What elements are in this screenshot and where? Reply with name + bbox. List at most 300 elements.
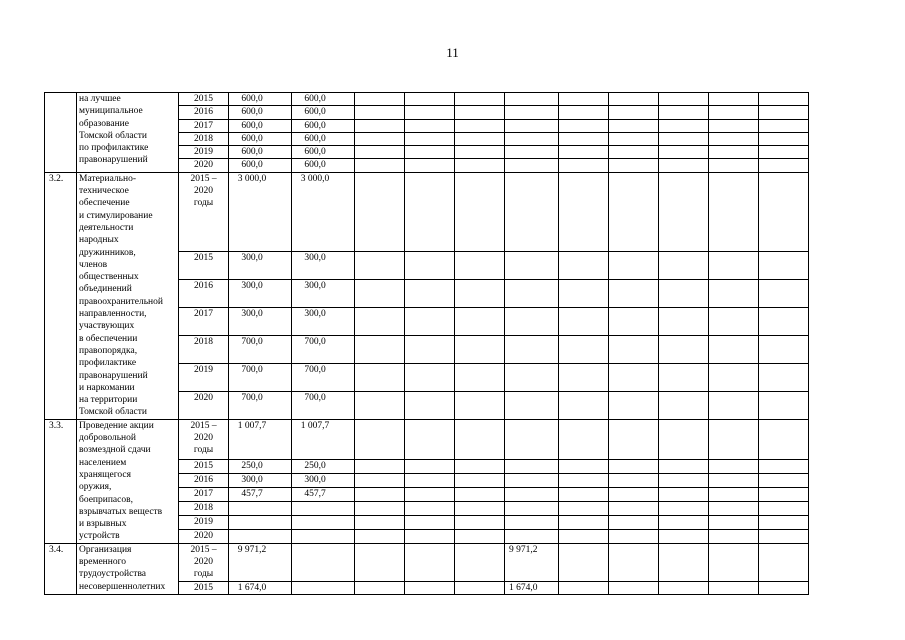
empty-cell xyxy=(658,473,708,487)
total-cell: 700,0 xyxy=(229,363,292,391)
period-cell-line: 2015 – xyxy=(190,420,217,431)
empty-cell xyxy=(758,132,808,145)
empty-cell xyxy=(405,119,455,132)
empty-cell xyxy=(455,419,505,459)
row-index-cell: 3.3. xyxy=(45,419,77,543)
empty-cell xyxy=(708,308,758,336)
event-name-line: направленности, xyxy=(79,309,147,320)
total-cell: 3 000,0 xyxy=(229,172,292,252)
empty-cell xyxy=(355,473,405,487)
event-name xyxy=(77,93,179,173)
regional-cell: 600,0 xyxy=(292,146,355,159)
total-cell: 300,0 xyxy=(229,280,292,308)
empty-cell xyxy=(658,529,708,543)
empty-cell xyxy=(708,459,758,473)
empty-cell xyxy=(608,581,658,594)
empty-cell xyxy=(558,543,608,581)
empty-cell xyxy=(758,308,808,336)
empty-cell xyxy=(558,363,608,391)
empty-cell xyxy=(405,93,455,106)
regional-cell: 1 007,7 xyxy=(292,419,355,459)
empty-cell xyxy=(355,308,405,336)
empty-cell xyxy=(658,335,708,363)
regional-cell: 300,0 xyxy=(292,280,355,308)
empty-cell xyxy=(405,280,455,308)
empty-cell xyxy=(455,543,505,581)
event-name-line: временного xyxy=(79,556,127,567)
empty-cell xyxy=(708,93,758,106)
regional-cell: 250,0 xyxy=(292,459,355,473)
year-cell: 2017 xyxy=(179,308,229,336)
empty-cell xyxy=(455,581,505,594)
empty-cell xyxy=(658,252,708,280)
empty-cell xyxy=(558,473,608,487)
empty-cell xyxy=(405,363,455,391)
empty-cell xyxy=(608,93,658,106)
regional-cell: 457,7 xyxy=(292,487,355,501)
event-name-line: добровольной xyxy=(79,433,136,444)
year-cell: 2016 xyxy=(179,473,229,487)
empty-cell xyxy=(455,473,505,487)
empty-cell xyxy=(608,146,658,159)
period-cell-line: 2020 xyxy=(194,186,213,197)
empty-cell xyxy=(608,335,658,363)
period-cell-line: годы xyxy=(193,198,214,209)
regional-cell: 300,0 xyxy=(292,473,355,487)
empty-cell xyxy=(505,132,559,145)
empty-cell xyxy=(505,529,559,543)
empty-cell xyxy=(658,487,708,501)
empty-cell xyxy=(758,501,808,515)
empty-cell xyxy=(505,459,559,473)
empty-cell xyxy=(405,335,455,363)
empty-cell xyxy=(558,119,608,132)
year-cell: 2015 xyxy=(179,252,229,280)
regional-cell: 600,0 xyxy=(292,106,355,119)
total-cell xyxy=(229,515,292,529)
event-name-line: возмездной сдачи xyxy=(79,445,151,456)
empty-cell xyxy=(355,252,405,280)
empty-cell xyxy=(355,543,405,581)
empty-cell xyxy=(355,515,405,529)
empty-cell xyxy=(658,119,708,132)
empty-cell xyxy=(505,159,559,172)
empty-cell xyxy=(758,252,808,280)
empty-cell xyxy=(355,335,405,363)
empty-cell xyxy=(455,172,505,252)
empty-cell xyxy=(455,391,505,419)
empty-cell xyxy=(608,487,658,501)
page-number: 11 xyxy=(446,45,459,60)
empty-cell xyxy=(758,335,808,363)
regional-cell xyxy=(292,501,355,515)
total-cell: 600,0 xyxy=(229,132,292,145)
empty-cell xyxy=(505,487,559,501)
event-name-line: на лучшее xyxy=(79,94,121,104)
event-name-line: оружия, xyxy=(79,482,112,493)
empty-cell xyxy=(558,146,608,159)
total-cell: 700,0 xyxy=(229,391,292,419)
empty-cell xyxy=(558,335,608,363)
event-name-line: Проведение акции xyxy=(79,420,154,431)
empty-cell xyxy=(658,172,708,252)
year-cell: 2019 xyxy=(179,363,229,391)
empty-cell xyxy=(455,487,505,501)
event-name-line: Томской области xyxy=(79,130,147,141)
event-name-line: Томской области xyxy=(79,407,147,418)
total-cell: 600,0 xyxy=(229,119,292,132)
total-cell: 600,0 xyxy=(229,146,292,159)
empty-cell xyxy=(355,159,405,172)
empty-cell xyxy=(758,363,808,391)
event-name-line: объединений xyxy=(79,284,132,295)
empty-cell xyxy=(708,487,758,501)
empty-cell xyxy=(658,459,708,473)
year-cell: 2019 xyxy=(179,146,229,159)
empty-cell xyxy=(355,487,405,501)
empty-cell xyxy=(608,280,658,308)
empty-cell xyxy=(558,132,608,145)
event-name-line: на территории xyxy=(79,395,138,406)
empty-cell xyxy=(558,172,608,252)
empty-cell xyxy=(505,473,559,487)
total-cell: 300,0 xyxy=(229,473,292,487)
empty-cell xyxy=(708,581,758,594)
total-cell: 600,0 xyxy=(229,159,292,172)
empty-cell xyxy=(758,159,808,172)
regional-cell: 700,0 xyxy=(292,391,355,419)
total-cell: 1 674,0 xyxy=(229,581,292,594)
empty-cell xyxy=(758,543,808,581)
empty-cell xyxy=(405,419,455,459)
empty-cell xyxy=(455,459,505,473)
empty-cell xyxy=(455,119,505,132)
program-table xyxy=(44,92,809,595)
event-name-line: правопорядка, xyxy=(79,345,138,356)
empty-cell xyxy=(708,132,758,145)
event-name-line: обеспечение xyxy=(79,198,130,209)
empty-cell xyxy=(708,252,758,280)
empty-cell xyxy=(455,308,505,336)
year-cell: 2020 xyxy=(179,529,229,543)
empty-cell xyxy=(405,106,455,119)
regional-cell xyxy=(292,529,355,543)
empty-cell xyxy=(405,172,455,252)
event-name-line: Организация xyxy=(79,544,132,555)
empty-cell xyxy=(608,501,658,515)
year-cell: 2016 xyxy=(179,106,229,119)
local-cell: 1 674,0 xyxy=(505,581,559,594)
empty-cell xyxy=(708,335,758,363)
event-name-line: муниципальное xyxy=(79,106,143,117)
event-name-line: техническое xyxy=(79,186,129,197)
event-name-line: Материально- xyxy=(79,173,136,184)
empty-cell xyxy=(708,473,758,487)
year-cell: 2016 xyxy=(179,280,229,308)
total-cell: 300,0 xyxy=(229,308,292,336)
event-name-line: правонарушений xyxy=(79,155,148,166)
empty-cell xyxy=(355,529,405,543)
empty-cell xyxy=(405,473,455,487)
regional-cell: 300,0 xyxy=(292,308,355,336)
empty-cell xyxy=(708,280,758,308)
empty-cell xyxy=(455,335,505,363)
empty-cell xyxy=(758,93,808,106)
empty-cell xyxy=(505,106,559,119)
empty-cell xyxy=(758,459,808,473)
empty-cell xyxy=(505,515,559,529)
year-cell: 2015 xyxy=(179,459,229,473)
empty-cell xyxy=(455,159,505,172)
regional-cell: 700,0 xyxy=(292,363,355,391)
empty-cell xyxy=(558,501,608,515)
event-name-line: правоохранительной xyxy=(79,296,163,307)
empty-cell xyxy=(558,308,608,336)
empty-cell xyxy=(708,146,758,159)
period-cell-line: 2015 – xyxy=(190,173,217,184)
empty-cell xyxy=(608,473,658,487)
empty-cell xyxy=(608,172,658,252)
event-name-line: и стимулирование xyxy=(79,210,153,221)
empty-cell xyxy=(658,581,708,594)
regional-cell xyxy=(292,515,355,529)
total-cell: 9 971,2 xyxy=(229,543,292,581)
row-index-cell: 3.2. xyxy=(45,172,77,419)
total-cell: 457,7 xyxy=(229,487,292,501)
total-cell: 300,0 xyxy=(229,252,292,280)
empty-cell xyxy=(708,501,758,515)
empty-cell xyxy=(708,363,758,391)
empty-cell xyxy=(405,132,455,145)
event-name-line: боеприпасов, xyxy=(79,494,133,505)
year-cell: 2017 xyxy=(179,119,229,132)
regional-cell xyxy=(292,581,355,594)
event-name-line: и взрывных xyxy=(79,519,127,530)
period-cell-line: годы xyxy=(193,445,214,456)
empty-cell xyxy=(355,106,405,119)
period-cell xyxy=(179,172,229,252)
empty-cell xyxy=(558,459,608,473)
empty-cell xyxy=(608,252,658,280)
empty-cell xyxy=(608,119,658,132)
empty-cell xyxy=(455,252,505,280)
empty-cell xyxy=(355,93,405,106)
empty-cell xyxy=(708,391,758,419)
empty-cell xyxy=(658,159,708,172)
empty-cell xyxy=(505,391,559,419)
total-cell xyxy=(229,501,292,515)
empty-cell xyxy=(505,335,559,363)
empty-cell xyxy=(355,501,405,515)
empty-cell xyxy=(608,529,658,543)
year-cell: 2018 xyxy=(179,132,229,145)
row-index-cell: 3.4. xyxy=(45,543,77,594)
empty-cell xyxy=(558,515,608,529)
local-cell: 9 971,2 xyxy=(505,543,559,581)
empty-cell xyxy=(758,487,808,501)
empty-cell xyxy=(758,119,808,132)
total-cell: 700,0 xyxy=(229,335,292,363)
empty-cell xyxy=(608,363,658,391)
event-name xyxy=(77,172,179,419)
empty-cell xyxy=(758,391,808,419)
event-name-line: устройств xyxy=(79,531,120,542)
period-cell-line: годы xyxy=(193,569,214,580)
empty-cell xyxy=(558,159,608,172)
regional-cell: 600,0 xyxy=(292,93,355,106)
event-name xyxy=(77,419,179,543)
empty-cell xyxy=(658,308,708,336)
year-cell: 2020 xyxy=(179,159,229,172)
empty-cell xyxy=(658,363,708,391)
event-name-line: трудоустройства xyxy=(79,569,147,580)
empty-cell xyxy=(558,106,608,119)
empty-cell xyxy=(405,529,455,543)
empty-cell xyxy=(558,529,608,543)
event-name-line: народных xyxy=(79,235,119,246)
year-cell: 2019 xyxy=(179,515,229,529)
total-cell: 600,0 xyxy=(229,93,292,106)
empty-cell xyxy=(355,119,405,132)
empty-cell xyxy=(608,419,658,459)
empty-cell xyxy=(708,419,758,459)
empty-cell xyxy=(708,119,758,132)
empty-cell xyxy=(608,132,658,145)
empty-cell xyxy=(758,146,808,159)
table-row xyxy=(45,419,809,459)
empty-cell xyxy=(708,529,758,543)
event-name-line: населением xyxy=(79,457,127,468)
event-name-line: в обеспечении xyxy=(79,333,138,344)
total-cell: 600,0 xyxy=(229,106,292,119)
empty-cell xyxy=(505,119,559,132)
period-cell-line: 2015 – xyxy=(190,544,217,555)
empty-cell xyxy=(505,501,559,515)
event-name-line: общественных xyxy=(79,272,139,283)
empty-cell xyxy=(405,391,455,419)
empty-cell xyxy=(608,515,658,529)
year-cell: 2020 xyxy=(179,391,229,419)
event-name-line: членов xyxy=(79,259,108,270)
empty-cell xyxy=(658,543,708,581)
total-cell: 250,0 xyxy=(229,459,292,473)
empty-cell xyxy=(405,146,455,159)
event-name-line: несовершеннолетних xyxy=(79,581,166,592)
event-name-line: правонарушений xyxy=(79,370,148,381)
empty-cell xyxy=(658,93,708,106)
empty-cell xyxy=(355,132,405,145)
empty-cell xyxy=(355,391,405,419)
event-name-line: образование xyxy=(79,118,129,129)
regional-cell: 600,0 xyxy=(292,132,355,145)
empty-cell xyxy=(558,581,608,594)
empty-cell xyxy=(608,459,658,473)
empty-cell xyxy=(708,172,758,252)
empty-cell xyxy=(658,146,708,159)
empty-cell xyxy=(455,280,505,308)
empty-cell xyxy=(355,363,405,391)
empty-cell xyxy=(758,515,808,529)
empty-cell xyxy=(405,581,455,594)
empty-cell xyxy=(758,106,808,119)
empty-cell xyxy=(658,132,708,145)
table-row xyxy=(45,93,809,106)
regional-cell: 3 000,0 xyxy=(292,172,355,252)
empty-cell xyxy=(355,146,405,159)
year-cell: 2018 xyxy=(179,501,229,515)
empty-cell xyxy=(558,391,608,419)
empty-cell xyxy=(455,363,505,391)
empty-cell xyxy=(558,487,608,501)
empty-cell xyxy=(658,419,708,459)
empty-cell xyxy=(758,172,808,252)
total-cell: 1 007,7 xyxy=(229,419,292,459)
regional-cell xyxy=(292,543,355,581)
table-row xyxy=(45,172,809,252)
empty-cell xyxy=(758,473,808,487)
event-name-line: профилактике xyxy=(79,358,137,369)
empty-cell xyxy=(405,459,455,473)
event-name-line: хранящегося xyxy=(79,469,131,480)
empty-cell xyxy=(505,308,559,336)
total-cell xyxy=(229,529,292,543)
empty-cell xyxy=(405,252,455,280)
empty-cell xyxy=(708,106,758,119)
empty-cell xyxy=(505,172,559,252)
empty-cell xyxy=(405,487,455,501)
empty-cell xyxy=(505,363,559,391)
period-cell xyxy=(179,419,229,459)
table-row xyxy=(45,543,809,581)
empty-cell xyxy=(658,515,708,529)
empty-cell xyxy=(455,106,505,119)
empty-cell xyxy=(558,419,608,459)
event-name-line: по профилактике xyxy=(79,143,149,154)
empty-cell xyxy=(658,280,708,308)
year-cell: 2015 xyxy=(179,581,229,594)
empty-cell xyxy=(608,391,658,419)
empty-cell xyxy=(608,308,658,336)
empty-cell xyxy=(355,419,405,459)
empty-cell xyxy=(355,172,405,252)
row-index-cell xyxy=(45,93,77,173)
empty-cell xyxy=(505,419,559,459)
empty-cell xyxy=(608,543,658,581)
empty-cell xyxy=(708,159,758,172)
empty-cell xyxy=(455,529,505,543)
year-cell: 2015 xyxy=(179,93,229,106)
empty-cell xyxy=(505,93,559,106)
regional-cell: 600,0 xyxy=(292,119,355,132)
empty-cell xyxy=(558,252,608,280)
empty-cell xyxy=(758,280,808,308)
empty-cell xyxy=(355,581,405,594)
event-name-line: дружинников, xyxy=(79,247,136,258)
regional-cell: 300,0 xyxy=(292,252,355,280)
empty-cell xyxy=(405,308,455,336)
empty-cell xyxy=(758,529,808,543)
empty-cell xyxy=(455,501,505,515)
event-name-line: взрывчатых веществ xyxy=(79,506,163,517)
event-name-line: деятельности xyxy=(79,222,134,233)
event-name-line: участвующих xyxy=(79,321,135,332)
empty-cell xyxy=(658,501,708,515)
regional-cell: 700,0 xyxy=(292,335,355,363)
empty-cell xyxy=(355,459,405,473)
empty-cell xyxy=(455,146,505,159)
period-cell-line: 2020 xyxy=(194,556,213,567)
year-cell: 2018 xyxy=(179,335,229,363)
